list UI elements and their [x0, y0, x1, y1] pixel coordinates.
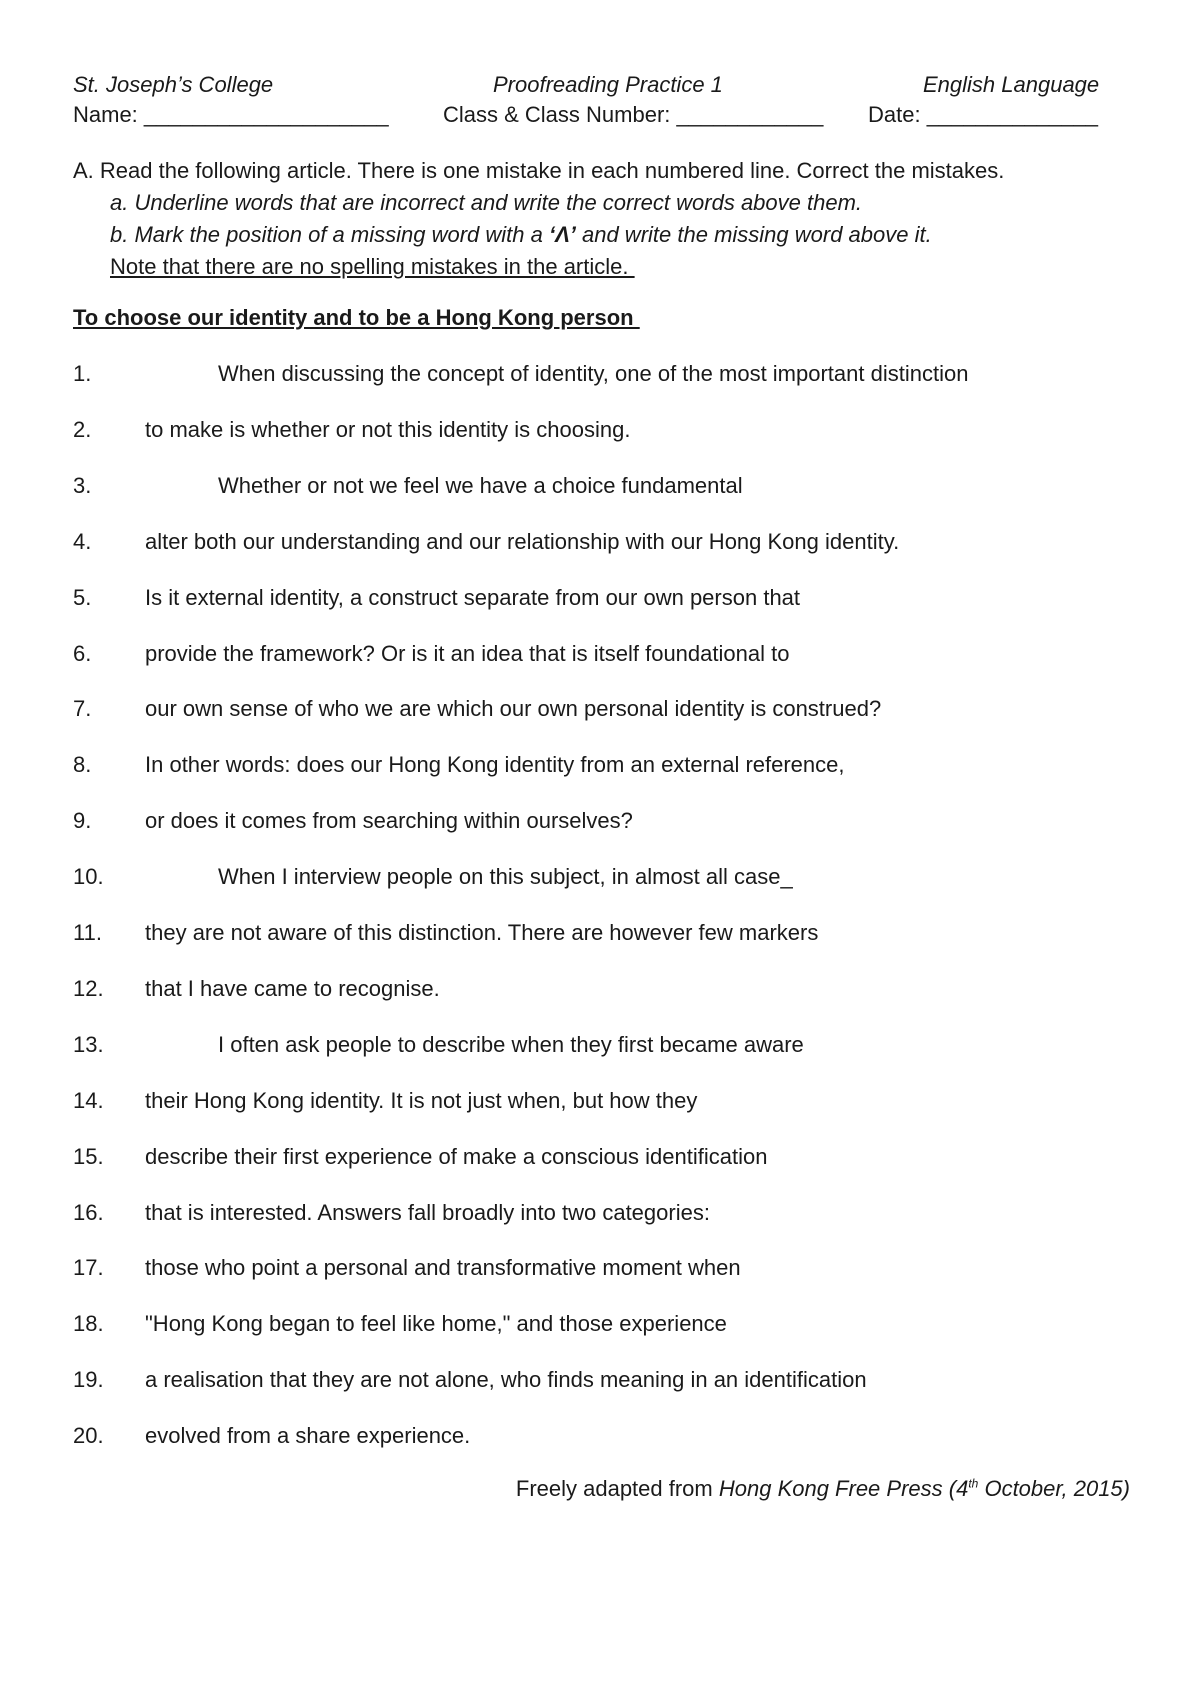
credit-prefix: Freely adapted from	[515, 1476, 719, 1501]
line-number: 15.	[73, 1143, 104, 1169]
practice-title: Proofreading Practice 1	[493, 72, 723, 97]
line-text: that is interested. Answers fall broadly into two categories:	[145, 1199, 710, 1225]
line-text: describe their first experience of make a conscious identification	[145, 1143, 768, 1169]
line-number: 19.	[73, 1367, 104, 1393]
article-title: To choose our identity and to be a Hong Kong person	[73, 305, 640, 330]
line-text: our own sense of who we are which our own personal identity is construed?	[145, 696, 882, 722]
line-number: 5.	[73, 584, 92, 610]
instruction-b	[110, 222, 932, 248]
line-number: 1.	[73, 361, 92, 386]
line-text: their Hong Kong identity. It is not just when, but how they	[145, 1087, 698, 1113]
instruction-b-pre: b. Mark the position of a missing word with a	[110, 222, 549, 247]
line-number: 2.	[73, 416, 92, 442]
line-text: In other words: does our Hong Kong identity from an external reference,	[145, 752, 845, 778]
line-text: "Hong Kong began to feel like home," and those experience	[145, 1311, 727, 1337]
header-row-2	[73, 102, 1133, 132]
line-text: When I interview people on this subject, in almost all case_	[218, 864, 793, 890]
line-number: 9.	[73, 808, 92, 834]
line-text: those who point a personal and transformative moment when	[145, 1255, 741, 1281]
header-row-1	[73, 72, 1133, 102]
line-text: When discussing the concept of identity, one of the most important distinction	[218, 361, 969, 386]
date-field[interactable]: Date: ______________	[868, 102, 1098, 127]
line-number: 13.	[73, 1031, 104, 1057]
line-number: 16.	[73, 1199, 104, 1225]
line-number: 6.	[73, 640, 92, 666]
instruction-note: Note that there are no spelling mistakes in the article.	[110, 254, 635, 279]
credit-date: October, 2015)	[978, 1476, 1130, 1501]
instruction-b-post: and write the missing word above it.	[575, 222, 932, 247]
line-text: alter both our understanding and our relationship with our Hong Kong identity.	[145, 528, 900, 554]
line-text: or does it comes from searching within ourselves?	[145, 808, 633, 834]
source-credit	[516, 1476, 1130, 1502]
line-text: a realisation that they are not alone, who finds meaning in an identification	[145, 1367, 867, 1393]
line-number: 11.	[73, 920, 102, 945]
line-text: to make is whether or not this identity is choosing.	[145, 416, 631, 442]
credit-sup: th	[968, 1476, 979, 1491]
line-number: 8.	[73, 752, 92, 778]
name-field[interactable]: Name: ____________________	[73, 102, 389, 127]
line-number: 3.	[73, 472, 92, 498]
line-text: I often ask people to describe when they first became aware	[218, 1031, 804, 1057]
line-number: 20.	[73, 1423, 104, 1449]
class-field[interactable]: Class & Class Number: ____________	[443, 102, 824, 127]
subject-name: English Language	[923, 72, 1100, 97]
line-number: 12.	[73, 975, 104, 1001]
line-text: provide the framework? Or is it an idea that is itself foundational to	[145, 640, 790, 666]
line-number: 18.	[73, 1311, 104, 1337]
credit-source: Hong Kong Free Press (4	[718, 1476, 969, 1501]
line-number: 14.	[73, 1087, 104, 1113]
line-text: that I have came to recognise.	[145, 975, 440, 1001]
line-number: 4.	[73, 528, 92, 554]
line-text: evolved from a share experience.	[145, 1423, 471, 1449]
line-text: Is it external identity, a construct separate from our own person that	[145, 584, 801, 610]
school-name: St. Joseph’s College	[73, 72, 274, 97]
caret-mark: ‘Λ’	[548, 222, 576, 247]
line-number: 7.	[73, 696, 92, 722]
line-text: they are not aware of this distinction. There are however few markers	[145, 920, 819, 945]
instruction-main: A. Read the following article. There is one mistake in each numbered line. Correct the mistakes.	[73, 158, 1005, 183]
instruction-a: a. Underline words that are incorrect and write the correct words above them.	[110, 190, 863, 215]
line-number: 10.	[73, 864, 104, 890]
line-text: Whether or not we feel we have a choice fundamental	[218, 472, 743, 498]
line-number: 17.	[73, 1255, 104, 1281]
